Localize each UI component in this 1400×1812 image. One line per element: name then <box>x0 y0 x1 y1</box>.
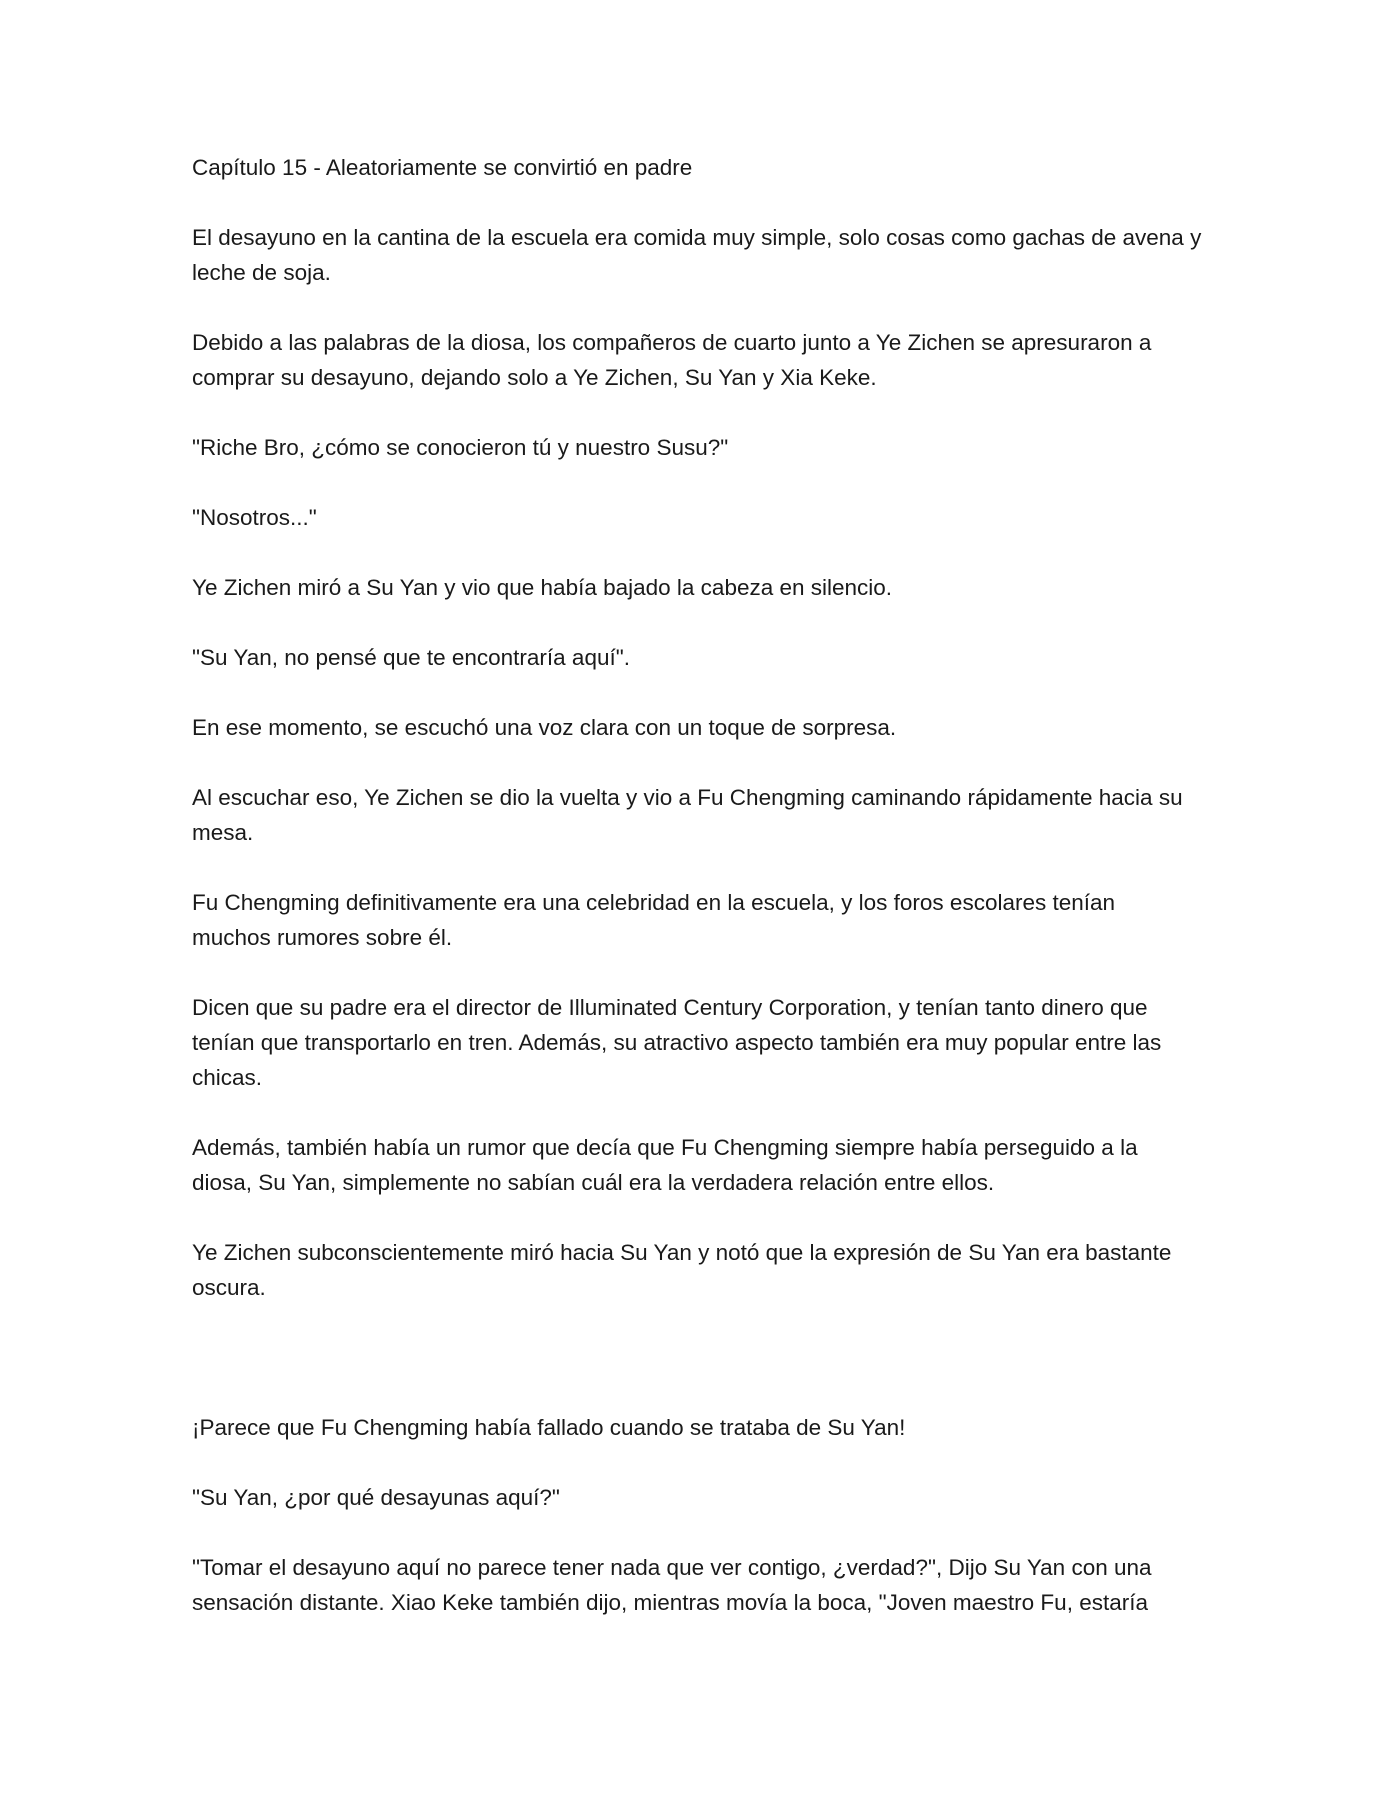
paragraph-1: El desayuno en la cantina de la escuela era comida muy simple, solo cosas como gachas de avena y leche de soja. <box>192 225 1202 285</box>
chapter-title: Capítulo 15 - Aleatoriamente se convirtió en padre <box>192 155 693 180</box>
paragraph-7: En ese momento, se escuchó una voz clara con un toque de sorpresa. <box>192 715 897 740</box>
paragraph-2: Debido a las palabras de la diosa, los compañeros de cuarto junto a Ye Zichen se apresuraron a comprar su desayuno, dejando solo a Ye Zichen, Su Yan y Xia Keke. <box>192 330 1152 390</box>
paragraph-13: ¡Parece que Fu Chengming había fallado cuando se trataba de Su Yan! <box>192 1415 906 1440</box>
paragraph-4: "Nosotros..." <box>192 505 317 530</box>
paragraph-6: "Su Yan, no pensé que te encontraría aquí". <box>192 645 630 670</box>
document-body <box>192 150 1232 1655</box>
paragraph-8: Al escuchar eso, Ye Zichen se dio la vuelta y vio a Fu Chengming caminando rápidamente hacia su mesa. <box>192 785 1183 845</box>
paragraph-15: "Tomar el desayuno aquí no parece tener nada que ver contigo, ¿verdad?", Dijo Su Yan con una sensación distante. Xiao Keke también dijo, mientras movía la boca, "Joven maestro Fu, estaría <box>192 1555 1152 1615</box>
paragraph-14: "Su Yan, ¿por qué desayunas aquí?" <box>192 1485 560 1510</box>
paragraph-9: Fu Chengming definitivamente era una celebridad en la escuela, y los foros escolares tenían muchos rumores sobre él. <box>192 890 1116 950</box>
paragraph-5: Ye Zichen miró a Su Yan y vio que había bajado la cabeza en silencio. <box>192 575 893 600</box>
paragraph-11: Además, también había un rumor que decía que Fu Chengming siempre había perseguido a la diosa, Su Yan, simplemente no sabían cuál era la verdadera relación entre ellos. <box>192 1135 1138 1195</box>
paragraph-12: Ye Zichen subconscientemente miró hacia Su Yan y notó que la expresión de Su Yan era bastante oscura. <box>192 1240 1172 1300</box>
paragraph-10: Dicen que su padre era el director de Illuminated Century Corporation, y tenían tanto dinero que tenían que transportarlo en tren. Además, su atractivo aspecto también era muy popular entre las chicas. <box>192 995 1162 1090</box>
paragraph-3: "Riche Bro, ¿cómo se conocieron tú y nuestro Susu?" <box>192 435 729 460</box>
